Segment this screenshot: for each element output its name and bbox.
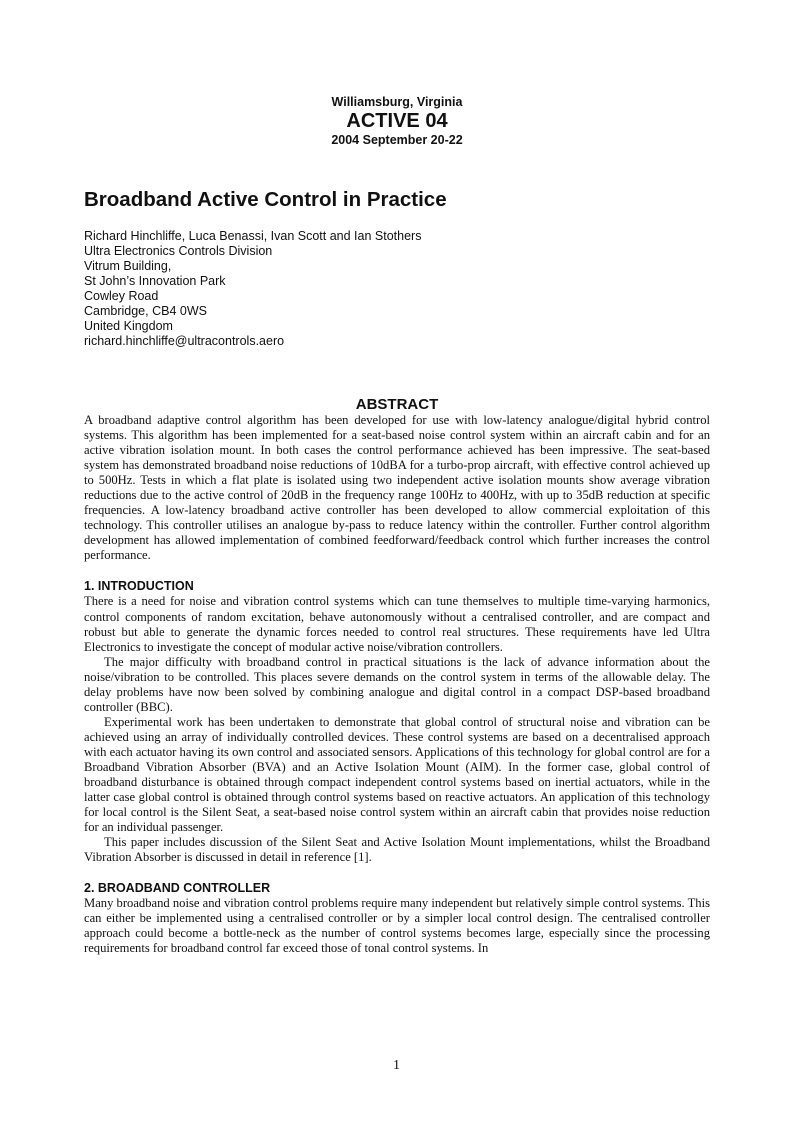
address-city: Cambridge, CB4 0WS [84, 304, 207, 318]
paragraph: Many broadband noise and vibration control problems require many independent but relatively simple control systems. This can either be implemented using a centralised controller or by a simpler local control design. The centralised controller approach could become a bottle-neck as the number of control systems becomes large, especially since the processing requirements for broadband control far exceed those of tonal control systems. In [84, 896, 710, 956]
paragraph: Experimental work has been undertaken to demonstrate that global control of structural noise and vibration can be achieved using an array of individually controlled devices. These control systems are based on a decentralised approach with each actuator having its own control and associated sensors. Applications of this technology for global control are for a Broadband Vibration Absorber (BVA) and an Active Isolation Mount (AIM). In the former case, global control of broadband disturbance is obtained through compact independent control systems based on inertial actuators, while in the latter case global control is obtained through control systems based on reactive actuators. An application of this technology for local control is the Silent Seat, a seat-based noise control system within an aircraft cabin that provides noise reduction for an individual passenger. [84, 714, 710, 835]
abstract-heading: ABSTRACT [355, 396, 439, 413]
address-building: Vitrum Building, [84, 259, 172, 273]
author-names: Richard Hinchliffe, Luca Benassi, Ivan Scott and Ian Stothers [84, 229, 422, 243]
conference-header [84, 94, 710, 148]
author-block [84, 229, 710, 349]
paragraph: There is a need for noise and vibration control systems which can tune themselves to multiple time-varying harmonics, control components of random excitation, behave autonomously without a centralised controller, and are compact and robust but able to generate the dynamic forces needed to control real structures. These requirements have led Ultra Electronics to investigate the concept of modular active noise/vibration controllers. [84, 594, 710, 654]
paragraph: The major difficulty with broadband control in practical situations is the lack of advance information about the noise/vibration to be controlled. This places severe demands on the control system in terms of the allowable delay. The delay problems have now been solved by combining analogue and digital control in a compact DSP-based broadband controller (BBC). [84, 654, 710, 714]
paper-title: Broadband Active Control in Practice [84, 188, 447, 211]
address-road: Cowley Road [84, 289, 159, 303]
address-country: United Kingdom [84, 319, 173, 333]
author-email: richard.hinchliffe@ultracontrols.aero [84, 334, 285, 348]
conference-name: ACTIVE 04 [346, 110, 448, 132]
section-heading-broadband-controller: 2. BROADBAND CONTROLLER [84, 881, 271, 896]
conference-date: 2004 September 20-22 [331, 133, 463, 147]
affiliation-company: Ultra Electronics Controls Division [84, 244, 273, 258]
address-park: St John’s Innovation Park [84, 274, 226, 288]
page-number: 1 [393, 1058, 400, 1073]
abstract-text: A broadband adaptive control algorithm has been developed for use with low-latency analogue/digital hybrid control systems. This algorithm has been implemented for a seat-based noise control system within an aircraft cabin and for an active vibration isolation mount. In both cases the control performance achieved has been impressive. The seat-based system has demonstrated broadband noise reductions of 10dBA for a turbo-prop aircraft, with effective control achieved up to 500Hz. Tests in which a flat plate is isolated using two independent active isolation mounts show average vibration reductions due to the active control of 20dB in the frequency range 100Hz to 400Hz, with up to 35dB reduction at specific frequencies. A low-latency broadband active controller has been developed to allow commercial exploitation of this technology. This controller utilises an analogue by-pass to reduce latency within the controller. Further control algorithm development has allowed implementation of combined feedforward/feedback control which further increases the control performance. [84, 413, 710, 563]
paper-page [84, 94, 710, 957]
section-heading-introduction: 1. INTRODUCTION [84, 579, 194, 594]
paragraph: This paper includes discussion of the Silent Seat and Active Isolation Mount implementations, whilst the Broadband Vibration Absorber is discussed in detail in reference [1]. [84, 835, 710, 865]
conference-location: Williamsburg, Virginia [331, 95, 463, 109]
